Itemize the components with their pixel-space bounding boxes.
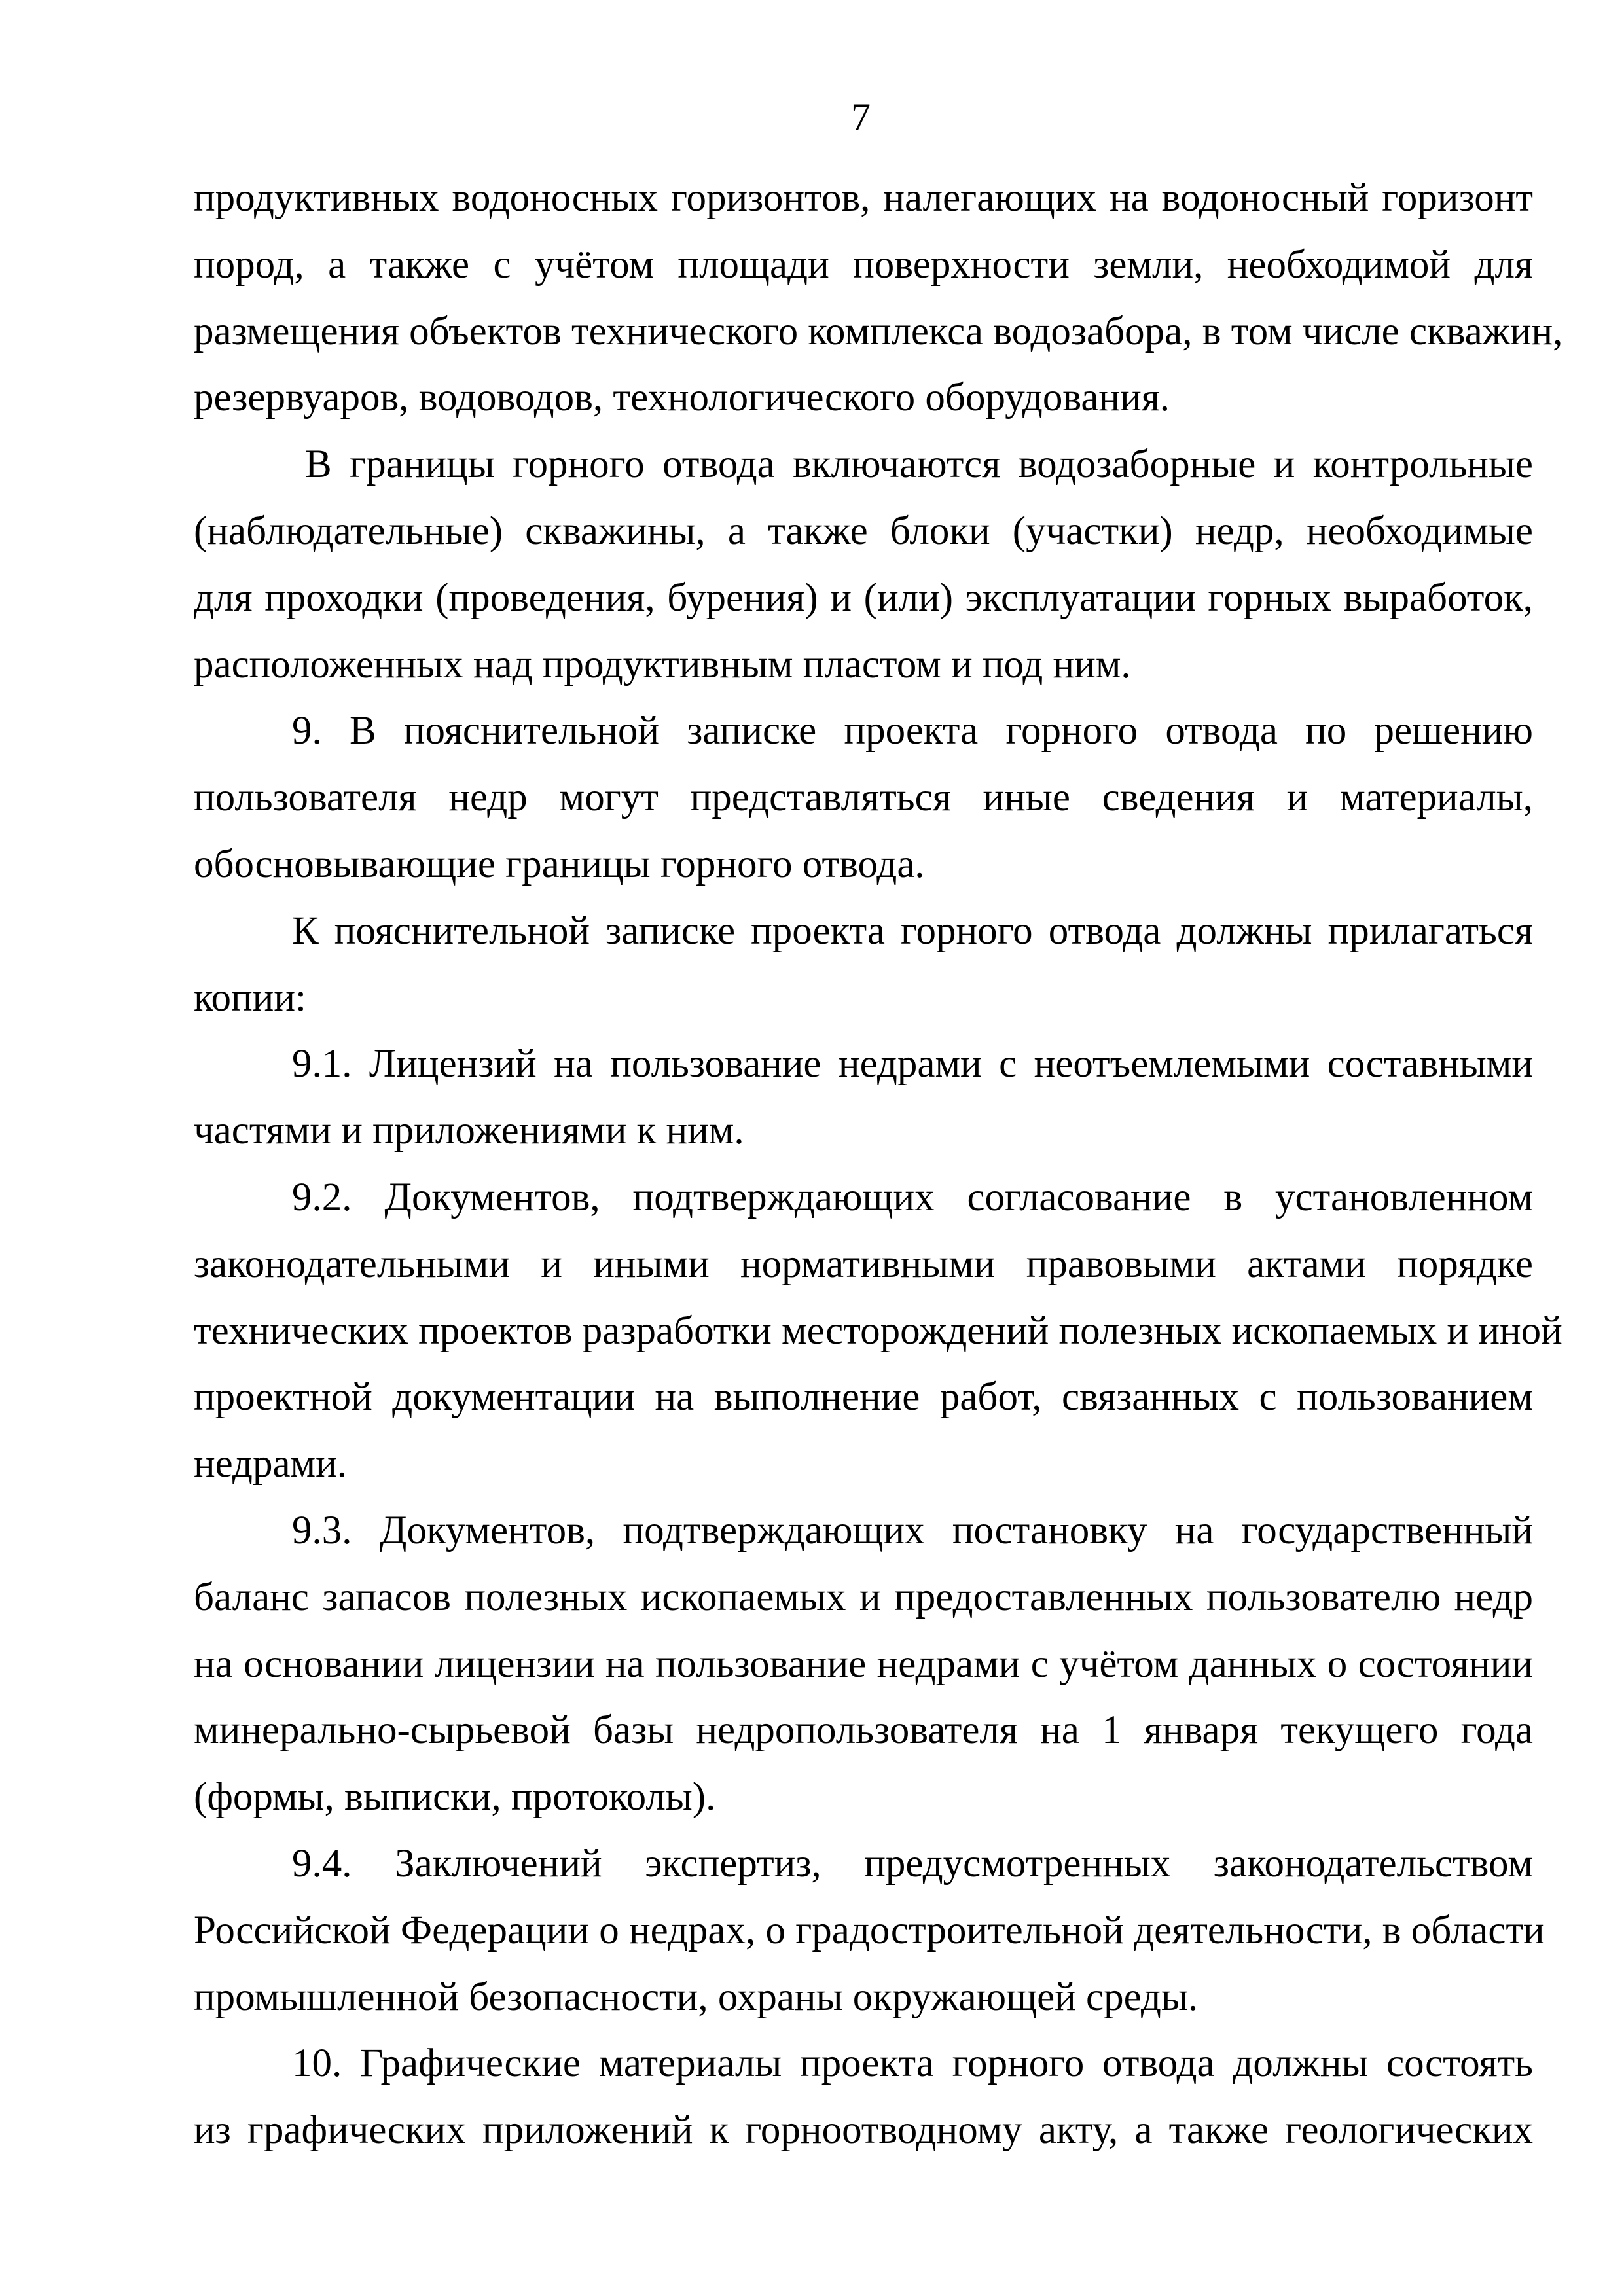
text-line: расположенных над продуктивным пластом и под ним.: [194, 642, 1131, 687]
text-line: К пояснительной записке проекта горного отвода должны прилагаться: [292, 908, 1533, 953]
text-line: на основании лицензии на пользование недрами с учётом данных о состоянии: [194, 1641, 1533, 1686]
text-line: из графических приложений к горноотводному акту, а также геологических: [194, 2108, 1533, 2153]
text-line: резервуаров, водоводов, технологического оборудования.: [194, 376, 1170, 420]
text-line: 9.4. Заключений экспертиз, предусмотренных законодательством: [292, 1841, 1533, 1886]
text-line: Российской Федерации о недрах, о градостроительной деятельности, в области: [194, 1908, 1545, 1952]
text-line: частями и приложениями к ним.: [194, 1109, 744, 1153]
text-line: проектной документации на выполнение работ, связанных с пользованием: [194, 1375, 1533, 1420]
text-line: недрами.: [194, 1442, 348, 1486]
text-line: пород, а также с учётом площади поверхности земли, необходимой для: [194, 242, 1533, 287]
text-line: пользователя недр могут представляться иные сведения и материалы,: [194, 776, 1533, 820]
paragraph: [194, 2030, 1533, 2164]
paragraph: [194, 1031, 1533, 1164]
text-line: 9.1. Лицензий на пользование недрами с неотъемлемыми составными: [292, 1042, 1533, 1086]
paragraph: [194, 431, 1533, 698]
paragraph: [194, 165, 1563, 431]
text-line: 9.3. Документов, подтверждающих постановку на государственный: [292, 1508, 1533, 1552]
text-line: законодательными и иными нормативными правовыми актами порядке: [194, 1242, 1533, 1286]
paragraph: [194, 898, 1533, 1031]
text-line: размещения объектов технического комплекса водозабора, в том числе скважин,: [194, 309, 1563, 353]
paragraph: [194, 698, 1533, 897]
text-line: (наблюдательные) скважины, а также блоки (участки) недр, необходимые: [194, 509, 1533, 553]
page-number: 7: [851, 96, 871, 139]
paragraph: [194, 1164, 1562, 1498]
text-line: 9.2. Документов, подтверждающих согласование в установленном: [292, 1175, 1533, 1219]
text-line: копии:: [194, 975, 306, 1020]
text-line: минерально-сырьевой базы недропользователя на 1 января текущего года: [194, 1708, 1533, 1753]
text-line: для проходки (проведения, бурения) и (или) эксплуатации горных выработок,: [194, 575, 1533, 620]
paragraph: [194, 1831, 1545, 2030]
text-line: (формы, выписки, протоколы).: [194, 1775, 716, 1820]
text-line: обосновывающие границы горного отвода.: [194, 842, 925, 886]
text-line: 9. В пояснительной записке проекта горного отвода по решению: [292, 709, 1533, 753]
text-line: промышленной безопасности, охраны окружающей среды.: [194, 1975, 1199, 2019]
text-line: В границы горного отвода включаются водозаборные и контрольные: [305, 442, 1533, 487]
text-line: технических проектов разработки месторождений полезных ископаемых и иной: [194, 1308, 1562, 1353]
text-line: баланс запасов полезных ископаемых и предоставленных пользователю недр: [194, 1575, 1533, 1619]
paragraph: [194, 1498, 1533, 1831]
document-body: [194, 165, 1563, 2164]
text-line: продуктивных водоносных горизонтов, налегающих на водоносный горизонт: [194, 176, 1533, 220]
text-line: 10. Графические материалы проекта горного отвода должны состоять: [292, 2041, 1533, 2086]
